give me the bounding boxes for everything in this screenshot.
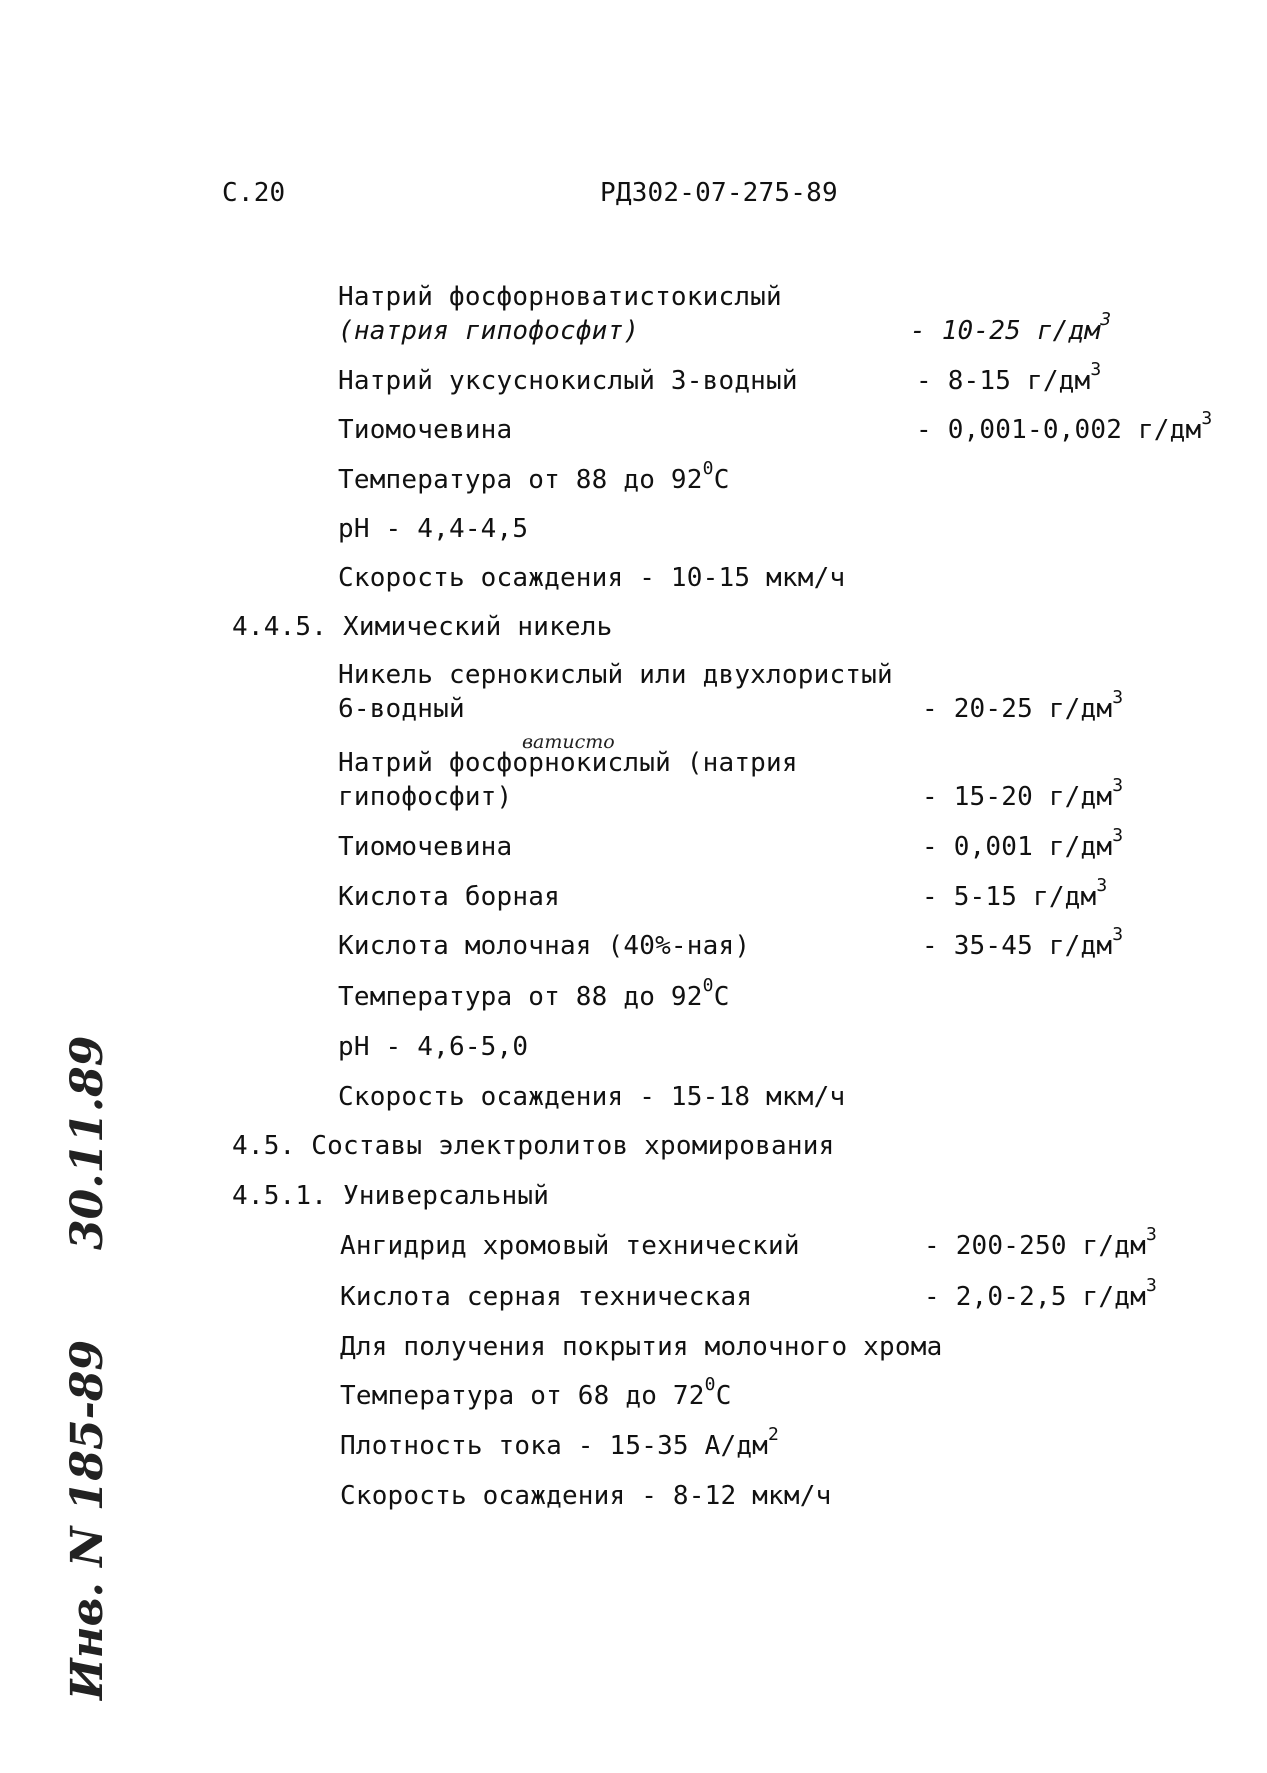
text-line: Кислота серная техническая <box>340 1282 753 1312</box>
text-line: Для получения покрытия молочного хрома <box>340 1332 943 1362</box>
text-line: Тиомочевина <box>338 832 513 862</box>
text-line: 6-водный <box>338 694 465 724</box>
text-line: Скорость осаждения - 10-15 мкм/ч <box>338 563 846 593</box>
text-line: pH - 4,4-4,5 <box>338 514 529 544</box>
text-line: Температура от 88 до $92^0С$ <box>338 975 730 1012</box>
text-line: Натрий фосфорнокислый (натрия <box>338 748 798 778</box>
text-line: Температура от 88 до $92^0С$ <box>338 458 730 495</box>
text-line: Ангидрид хромовый технический <box>340 1231 800 1261</box>
value-line: - 10-25 $г/дм^3$ <box>910 309 1112 346</box>
text-line: pH - 4,6-5,0 <box>338 1032 529 1062</box>
handwritten-correction: ватисто <box>522 731 615 753</box>
text-line: Температура от 68 до $72^0С$ <box>340 1374 732 1411</box>
text-line: Кислота молочная (40%-ная) <box>338 931 751 961</box>
value-line: - 8-15 $г/дм^3$ <box>916 359 1102 396</box>
value-line: - 2,0-2,5 $г/дм^3$ <box>924 1275 1157 1312</box>
text-line: Никель сернокислый или двухлористый <box>338 660 893 690</box>
text-line: Кислота борная <box>338 882 560 912</box>
text-line: гипофосфит) <box>338 782 513 812</box>
text-line: Скорость осаждения - 15-18 мкм/ч <box>338 1082 846 1112</box>
text-line: Плотность тока - 15-35 $А/дм^2$ <box>340 1424 780 1461</box>
document-code: РД302-07-275-89 <box>600 178 838 208</box>
text-line: (натрия гипофосфит) <box>338 316 640 346</box>
value-line: - 200-250 $г/дм^3$ <box>924 1224 1157 1261</box>
margin-note-date: 30.11.89 <box>62 1035 113 1250</box>
text-line: Тиомочевина <box>338 415 513 445</box>
text-line: Натрий уксуснокислый 3-водный <box>338 366 798 396</box>
text-line: Натрий фосфорноватистокислый <box>338 282 782 312</box>
value-line: - 35-45 $г/дм^3$ <box>922 924 1124 961</box>
text-line: Скорость осаждения - 8-12 мкм/ч <box>340 1481 832 1511</box>
value-line: - 0,001-0,002 $г/дм^3$ <box>916 408 1213 445</box>
page-number: С.20 <box>222 178 286 208</box>
section-heading: 4.4.5. Химический никель <box>232 612 613 642</box>
section-heading: 4.5.1. Универсальный <box>232 1181 550 1211</box>
margin-note-inventory: Инв. N 185-89 <box>62 1339 113 1700</box>
value-line: - 5-15 $г/дм^3$ <box>922 875 1108 912</box>
section-heading: 4.5. Составы электролитов хромирования <box>232 1131 835 1161</box>
value-line: - 20-25 $г/дм^3$ <box>922 687 1124 724</box>
value-line: - 0,001 $г/дм^3$ <box>922 825 1124 862</box>
value-line: - 15-20 $г/дм^3$ <box>922 775 1124 812</box>
